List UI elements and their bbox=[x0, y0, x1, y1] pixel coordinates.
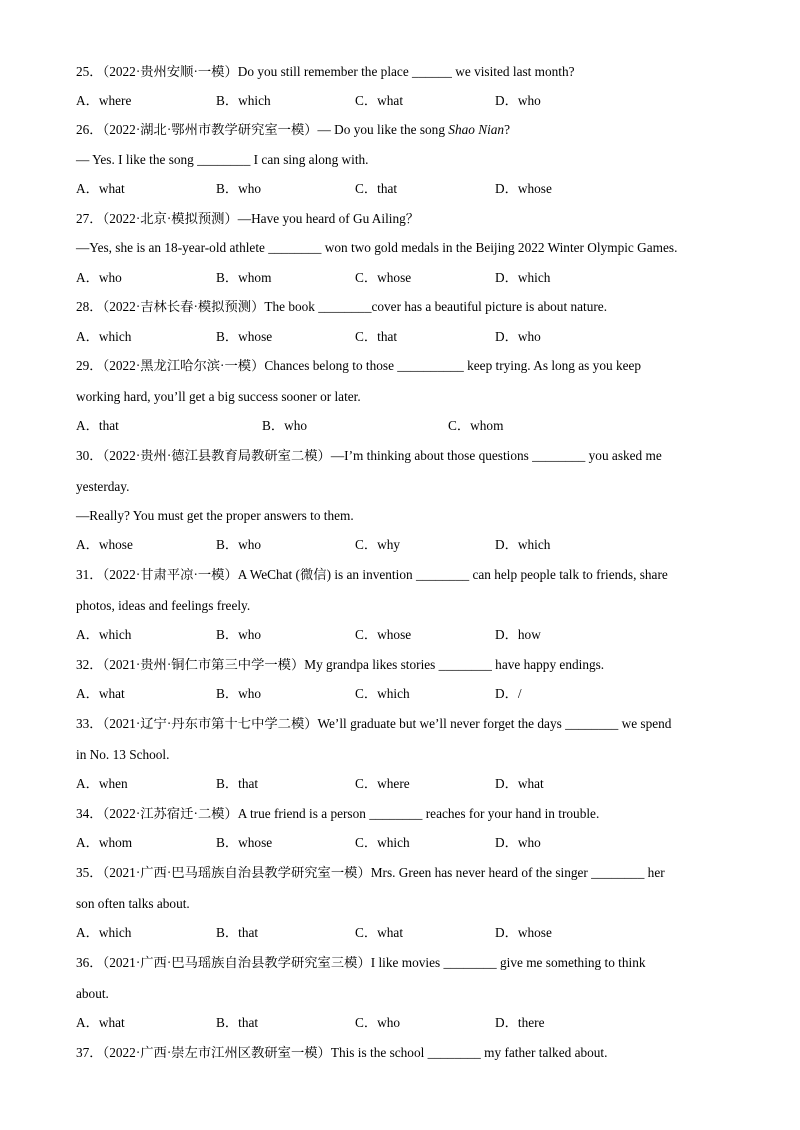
question-27-line-2: —Yes, she is an 18-year-old athlete ________ won two gold medals in the Beijing 2022 Winter Olympic Games. bbox=[76, 240, 678, 255]
option-c: C．which bbox=[355, 835, 410, 850]
option-b: B．whose bbox=[216, 835, 273, 850]
option-d: D．/ bbox=[495, 686, 522, 701]
question-31-line-1: 31．（2022·甘肃平凉·一模）A WeChat (微信) is an invention ________ can help people talk to friends, share bbox=[76, 567, 668, 582]
question-26-line-1 bbox=[76, 121, 724, 139]
option-a: A．what bbox=[76, 686, 125, 701]
option-d: D．whose bbox=[495, 925, 552, 940]
option-d: D．who bbox=[495, 329, 541, 344]
option-a: A．whom bbox=[76, 835, 133, 850]
question-26-stem: 26．（2022·湖北·鄂州市教学研究室一模）— Do you like the song bbox=[76, 122, 449, 137]
option-d: D．which bbox=[495, 537, 551, 552]
option-d: D．who bbox=[495, 835, 541, 850]
question-26-line-2: — Yes. I like the song ________ I can sing along with. bbox=[76, 152, 369, 167]
question-36-line-2: about. bbox=[76, 986, 109, 1001]
option-c: C．that bbox=[355, 329, 398, 344]
option-d: D．whose bbox=[495, 181, 552, 196]
question-30-line-3: —Really? You must get the proper answers to them. bbox=[76, 508, 354, 523]
option-c: C．whose bbox=[355, 270, 412, 285]
option-a: A．what bbox=[76, 1015, 125, 1030]
option-c: C．why bbox=[355, 537, 401, 552]
option-c: C．that bbox=[355, 181, 398, 196]
question-37-line-1: 37．（2022·广西·崇左市江州区教研室一模）This is the school ________ my father talked about. bbox=[76, 1045, 608, 1060]
question-36-line-1: 36．（2021·广西·巴马瑶族自治县教学研究室三模）I like movies ________ give me something to think bbox=[76, 955, 646, 970]
option-d: D．there bbox=[495, 1015, 545, 1030]
option-b: B．who bbox=[262, 418, 308, 433]
question-27-line-1: 27．（2022·北京·模拟预测）—Have you heard of Gu Ailing？ bbox=[76, 211, 420, 226]
option-a: A．that bbox=[76, 418, 119, 433]
question-25-line-1: 25．（2022·贵州安顺·一模）Do you still remember the place ______ we visited last month? bbox=[76, 64, 575, 79]
option-a: A．which bbox=[76, 627, 132, 642]
option-d: D．which bbox=[495, 270, 551, 285]
option-b: B．who bbox=[216, 537, 262, 552]
option-c: C．what bbox=[355, 93, 404, 108]
option-b: B．that bbox=[216, 776, 259, 791]
song-title: Shao Nian bbox=[448, 122, 505, 137]
option-c: C．where bbox=[355, 776, 410, 791]
option-a: A．whose bbox=[76, 537, 133, 552]
question-33-line-1: 33．（2021·辽宁·丹东市第十七中学二模）We’ll graduate but we’ll never forget the days ________ we spend bbox=[76, 716, 672, 731]
question-29-line-1: 29．（2022·黑龙江哈尔滨·一模）Chances belong to those __________ keep trying. As long as you keep bbox=[76, 358, 642, 373]
option-d: D．who bbox=[495, 93, 541, 108]
question-29-line-2: working hard, you’ll get a big success sooner or later. bbox=[76, 389, 361, 404]
option-d: D．how bbox=[495, 627, 541, 642]
option-a: A．which bbox=[76, 925, 132, 940]
option-c: C．who bbox=[355, 1015, 401, 1030]
question-33-line-2: in No. 13 School. bbox=[76, 747, 170, 762]
option-b: B．which bbox=[216, 93, 271, 108]
option-c: C．whom bbox=[448, 418, 504, 433]
option-a: A．where bbox=[76, 93, 132, 108]
option-a: A．what bbox=[76, 181, 125, 196]
option-c: C．which bbox=[355, 686, 410, 701]
option-b: B．that bbox=[216, 1015, 259, 1030]
option-b: B．whose bbox=[216, 329, 273, 344]
option-b: B．who bbox=[216, 686, 262, 701]
question-35-line-1: 35．（2021·广西·巴马瑶族自治县教学研究室一模）Mrs. Green has never heard of the singer ________ her bbox=[76, 865, 665, 880]
question-30-line-1: 30．（2022·贵州·德江县教育局教研室二模）—I’m thinking about those questions ________ you asked me bbox=[76, 448, 662, 463]
question-32-line-1: 32．（2021·贵州·铜仁市第三中学一模）My grandpa likes stories ________ have happy endings. bbox=[76, 657, 605, 672]
question-28-line-1: 28．（2022·吉林长春·模拟预测）The book ________cover has a beautiful picture is about nature. bbox=[76, 299, 608, 314]
option-b: B．whom bbox=[216, 270, 272, 285]
option-a: A．when bbox=[76, 776, 128, 791]
question-30-line-2: yesterday. bbox=[76, 479, 130, 494]
option-a: A．who bbox=[76, 270, 122, 285]
option-b: B．that bbox=[216, 925, 259, 940]
option-b: B．who bbox=[216, 181, 262, 196]
question-26-mark: ? bbox=[504, 122, 510, 137]
question-31-line-2: photos, ideas and feelings freely. bbox=[76, 598, 251, 613]
option-b: B．who bbox=[216, 627, 262, 642]
question-35-line-2: son often talks about. bbox=[76, 896, 190, 911]
option-c: C．what bbox=[355, 925, 404, 940]
option-a: A．which bbox=[76, 329, 132, 344]
question-34-line-1: 34．（2022·江苏宿迁·二模）A true friend is a person ________ reaches for your hand in trouble. bbox=[76, 806, 600, 821]
option-c: C．whose bbox=[355, 627, 412, 642]
option-d: D．what bbox=[495, 776, 544, 791]
